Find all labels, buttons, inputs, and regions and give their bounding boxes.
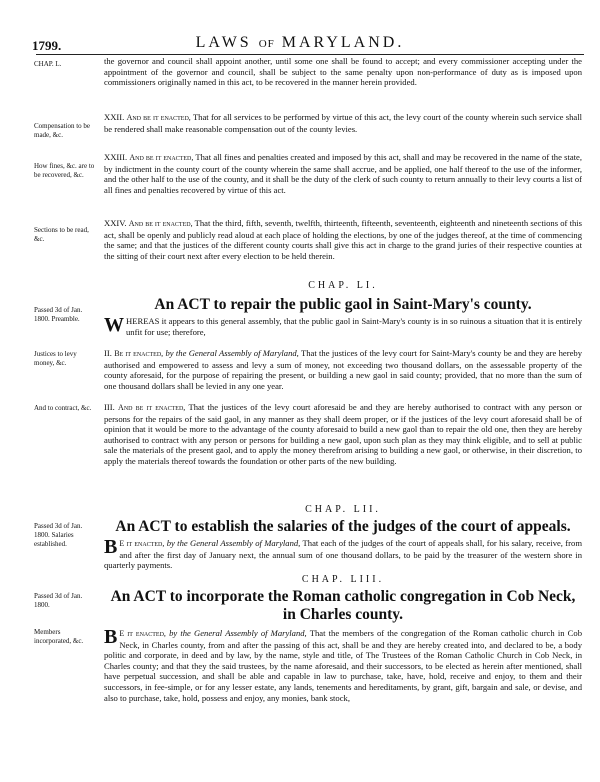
section-number: III.	[104, 402, 115, 412]
margin-chap-l: CHAP. L.	[34, 60, 62, 68]
section-number: II.	[104, 348, 112, 358]
title-maryland: MARYLAND.	[281, 34, 405, 51]
enacting-authority: by the General Assembly of Maryland,	[169, 628, 307, 638]
margin-compensation: Compensation to be made, &c.	[34, 122, 90, 139]
margin-members: Members incorporated, &c.	[34, 628, 84, 645]
paragraph-top: the governor and council shall appoint another, until some one shall be found to accept; and every commissioner accepting under the appointment of the governor and council, shall be subject to the same penalty upon non-performance of duty as is imposed upon commissioners originally named in this act, to be recovered in the manner herein provided.	[104, 56, 582, 88]
act-title-51: An ACT to repair the public gaol in Saint-Mary's county.	[154, 296, 532, 313]
section-51-iii	[104, 402, 582, 467]
section-text: That all fines and penalties created and imposed by this act, shall and may be recovered in the name of the state, by indictment in the county court of the county wherein the same shall accrue, and be applied, one half thereof to the use of the informer, and the other half to the use of the county, and it shall be the duty of the clerk of such county to return annually to their levy courts a list of all fines and penalties recovered by virtue of this act.	[104, 152, 582, 195]
section-text: That the members of the congregation of the Roman catholic church in Cob Neck, in Charles county, from and after the passing of this act, shall be and they are hereby created into, and declared to be, a body politic and corporate, in deed and by law, by the name, style and title, of The Trustees of the Roman Catholic Church in Cob Neck, in Charles county; and that they the said trustees, by the name aforesaid, and their successors, to be elected as herein after mentioned, shall have perpetual succession, and shall be able and capable in law to purchase, take, have, hold, receive and enjoy, to them and their successors, in fee-simple, or for any lesser estate, any lands, tenements and hereditaments, by grant, gift, bargain and sale, or devise, and also to purchase, take, hold, possess and enjoy, any monies, bank stock,	[104, 628, 582, 703]
section-xxii	[104, 112, 582, 134]
enacting-lead: Be it enacted,	[114, 349, 164, 358]
margin-sections: Sections to be read, &c.	[34, 226, 89, 243]
margin-passed-51: Passed 3d of Jan. 1800. Preamble.	[34, 306, 83, 323]
title-of: OF	[258, 38, 275, 50]
header-rule	[36, 54, 584, 55]
drop-cap: W	[104, 314, 124, 336]
drop-cap: B	[104, 626, 118, 648]
margin-contract: And to contract, &c.	[34, 404, 92, 412]
act-title-53: An ACT to incorporate the Roman catholic congregation in Cob Neck, in Charles county.	[110, 588, 576, 623]
drop-cap: B	[104, 536, 118, 558]
section-51-ii	[104, 348, 582, 391]
section-number: XXII.	[104, 112, 125, 122]
enacting-authority: by the General Assembly of Maryland,	[165, 348, 299, 358]
section-xxiii	[104, 152, 582, 195]
act-title-52: An ACT to establish the salaries of the judges of the court of appeals.	[115, 518, 571, 535]
section-text: That the justices of the levy court for Saint-Mary's county be and they are hereby authorised and empowered to assess and levy a sum of money, not exceeding two thousand dollars, on the assessable property of the county aforesaid, for the purpose of repairing the present, or building a new gaol in said county; provided, that no more than the sum of one thousand dollars shall be levied in any one year.	[104, 348, 582, 391]
chapter-heading-51: CHAP. LI.	[308, 280, 378, 291]
chapter-heading-52: CHAP. LII.	[305, 504, 381, 515]
preamble-text: HEREAS it appears to this general assembly, that the public gaol in Saint-Mary's county is in so ruinous a situation that it is entirely unfit for use; therefore,	[126, 316, 582, 337]
section-52-i	[104, 538, 582, 571]
enacting-lead: And be it enacted,	[129, 153, 194, 162]
title-laws: LAWS	[195, 34, 252, 51]
section-text: That each of the judges of the court of appeals shall, for his salary, receive, from and after the first day of January next, the annual sum of one thousand dollars, to be paid by the treasurer of the western shore in quarterly payments.	[104, 538, 583, 571]
section-number: XXIV.	[104, 218, 127, 228]
section-number: XXIII.	[104, 152, 128, 162]
enacting-lead: E it enacted,	[119, 539, 165, 548]
section-text: That the third, fifth, seventh, twelfth, thirteenth, fifteenth, seventeenth, eighteenth and nineteenth sections of this act, shall be openly and publicly read aloud at each place of holding the elections, by one of the judges thereof, at the time of commencing the same; and that the justices of the different county courts shall give this act in charge to the grand juries of their respective counties at the sitting of their court next after every election to be held therein.	[104, 218, 582, 261]
enacting-lead: And be it enacted,	[118, 403, 186, 412]
section-xxiv	[104, 218, 582, 261]
enacting-lead: E it enacted,	[119, 629, 166, 638]
enacting-lead: And be it enacted,	[128, 219, 193, 228]
preamble-51	[104, 316, 582, 337]
enacting-lead: And be it enacted,	[126, 113, 191, 122]
page-title	[0, 34, 600, 52]
section-text: That for all services to be performed by virtue of this act, the levy court of the county wherein such service shall be rendered shall make reasonable compensation out of the county levies.	[104, 112, 582, 134]
margin-passed-52: Passed 3d of Jan. 1800. Salaries established.	[34, 522, 83, 548]
margin-passed-53: Passed 3d of Jan. 1800.	[34, 592, 83, 609]
margin-fines: How fines, &c. are to be recovered, &c.	[34, 162, 95, 179]
chapter-heading-53: CHAP. LIII.	[301, 574, 385, 585]
section-53-i	[104, 628, 582, 703]
section-text: That the justices of the levy court aforesaid be and they are hereby authorised to contract with any person or persons for the repairs of the said gaol, in any manner as they shall deem proper, or if the justices of the levy court aforesaid shall be of opinion that it would be more to the advantage of the county aforesaid to build a new gaol than to repair the old one, then they are hereby authorised to contract with any person or persons for building a new gaol, upon such plan as they may think eligible, and to sell at public sale the materials of the present gaol, and to apply the money therefrom arising to building a new gaol, or otherwise, in their discretion, to apply the materials thereof towards the foundation or other parts of the new building.	[104, 402, 582, 466]
page-year: 1799.	[32, 38, 62, 53]
margin-justices: Justices to levy money, &c.	[34, 350, 77, 367]
enacting-authority: by the General Assembly of Maryland,	[166, 538, 301, 548]
